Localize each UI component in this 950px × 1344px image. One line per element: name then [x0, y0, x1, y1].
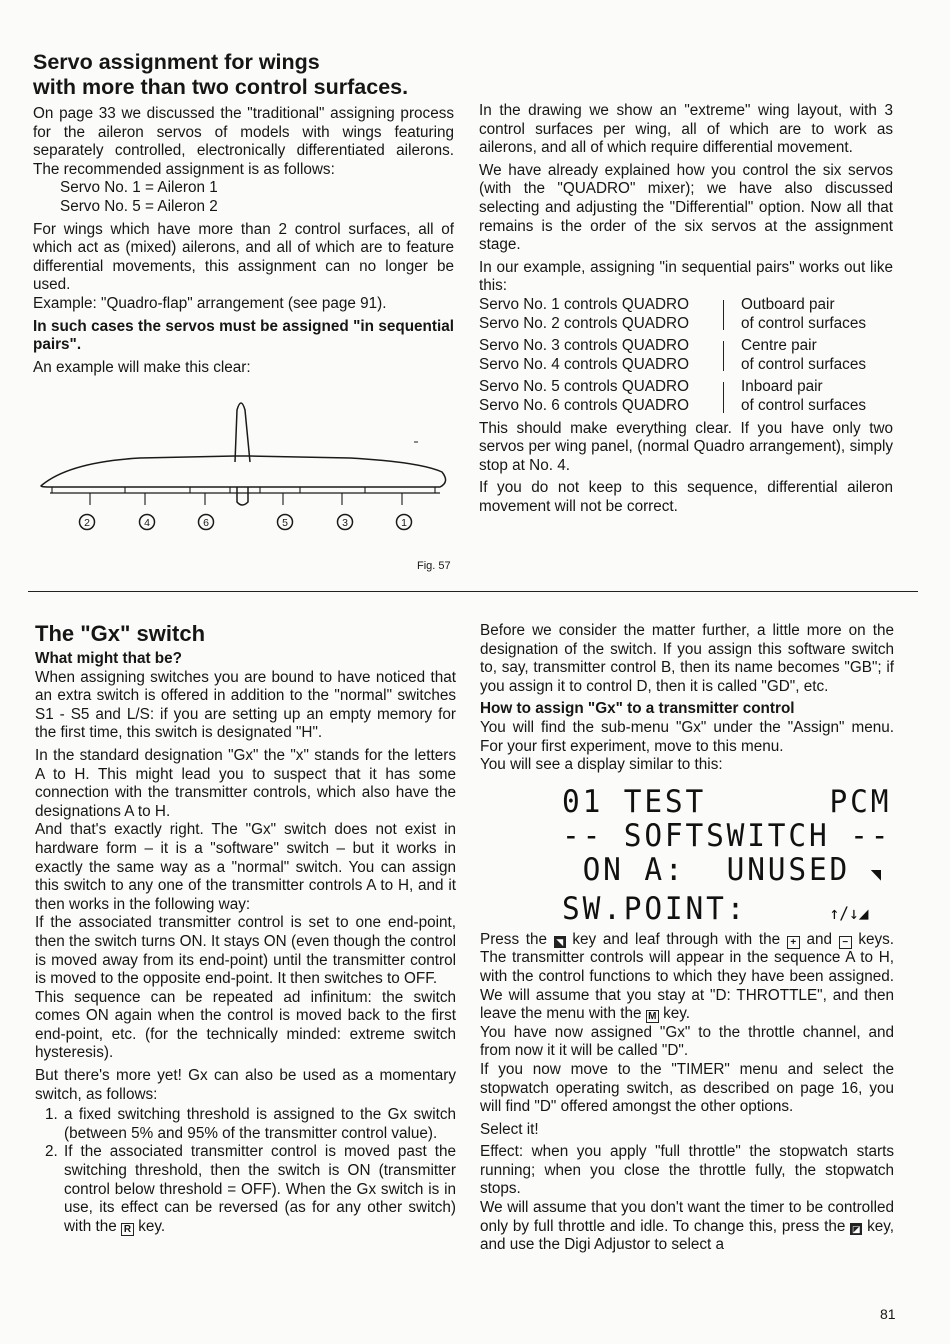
servo-group-line: Servo No. 1 controls QUADRO [479, 295, 689, 313]
plus-key-icon: + [787, 936, 800, 949]
lcd-line-3: ON A: UNUSED [562, 851, 871, 888]
section1-right-paragraph-1: In the drawing we show an "extreme" wing layout, with 3 control surfaces per wing, all of which are to work as ailerons, and all of which require differential movement. [479, 102, 893, 157]
figure-servo-label: 6 [203, 517, 209, 529]
lcd-display [562, 783, 894, 927]
brace [719, 337, 731, 374]
lcd-line-1: 01 TEST PCM [562, 783, 892, 820]
list-item: 2. If the associated transmitter control is moved past the switching threshold, then the switch is ON (transmitter control below threshold = OFF). When the Gx switch is in use, its effect can be reversed (as for any other switch) with the R key. [62, 1143, 456, 1236]
gx-right-paragraph-4: Press the ◥ key and leaf through with the + and − keys. The transmitter controls will appear in the sequence A to H, with the control functions to which they have been assigned. We will assume that you stay at "D: THROTTLE", and then leave the menu with the M key. [480, 930, 895, 1023]
section-divider [28, 591, 918, 592]
gx-right-paragraph-3: You will see a display similar to this: [480, 756, 723, 774]
gx-right-paragraph-1: Before we consider the matter further, a little more on the designation of the switch. If you assign this software switch to, say, transmitter control B, then its name becomes "GB"; if you assign it to control D, then it is called "GD", etc. [480, 622, 894, 695]
list-item: 1. a fixed switching threshold is assigned to the Gx switch (between 5% and 95% of the transmitter control value). [62, 1106, 456, 1143]
figure-servo-label: 5 [282, 517, 288, 529]
page-number: 81 [880, 1306, 896, 1322]
gx-paragraph-3: And that's exactly right. The "Gx" switch does not exist in hardware form – it is a "software" switch – but it works in exactly the same way as a "normal" switch. You can assign this switch to any one of the transmitter controls A to H, and it then works in the following way: [35, 821, 456, 913]
gx-paragraph-2: In the standard designation "Gx" the "x" stands for the letters A to H. This might lead you to suspect that it has some connection with the transmitter controls, which also have the designations A to H. [35, 746, 456, 820]
section1-title-line2: with more than two control surfaces. [33, 75, 409, 99]
gx-right-paragraph-6: If you now move to the "TIMER" menu and select the stopwatch operating switch, as described on page 16, you will find "D" offered amongst the other options. [480, 1060, 894, 1116]
figure-servo-label: 2 [84, 517, 90, 529]
section2-subtitle: What might that be? [35, 650, 183, 667]
section1-left-paragraph-4: An example will make this clear: [33, 358, 251, 376]
up-down-arrow-icon: ↑/↓◢ [829, 903, 869, 924]
gx-right-paragraph-2: You will find the sub-menu "Gx" under the "Assign" menu. For your first experiment, move to this menu. [480, 718, 894, 755]
section2-left-column [35, 621, 456, 1236]
gx-paragraph-1: When assigning switches you are bound to have noticed that an extra switch is offered in addition to the "normal" switches S1 - S5 and L/S: if you are setting up an empty memory for the first time, this switch is designated "H". [35, 668, 456, 742]
enter-key-icon: ◥ [554, 936, 566, 948]
gx-paragraph-4: If the associated transmitter control is set to one end-point, then the switch turns ON. It stays ON (even though the control is moved away from its end-point) until the transmitter control is moved to the opposite end-point. It then switches to OFF. [35, 914, 456, 988]
section1-right-paragraph-2: We have already explained how you control the six servos (with the "QUADRO" mixer); we have also discussed selecting and adjusting the "Differential" option. Now all that remains is the order of the six servos at the assignment stage. [479, 161, 893, 254]
wing-servo-figure [30, 390, 460, 540]
figure-servo-label: 3 [342, 517, 348, 529]
gx-right-paragraph-8: Effect: when you apply "full throttle" the stopwatch starts running; when you close the throttle fully, the stopwatch stops. [480, 1143, 894, 1198]
gx-right-paragraph-9: We will assume that you don't want the timer to be controlled only by full throttle and idle. To change this, press the ◪ key, and use the Digi Adjustor to select a [480, 1199, 895, 1254]
section1-left-paragraph-1: On page 33 we discussed the "traditional" assigning process for the aileron servos of models with wings featuring separately controlled, electronically differentiated ailerons. The recommended assignment is as follows: [33, 105, 454, 178]
gx-right-paragraph-7: Select it! [480, 1120, 539, 1138]
servo-group-desc: of control surfaces [741, 355, 866, 373]
servo-group-centre [479, 337, 893, 374]
gx-assign-subtitle: How to assign "Gx" to a transmitter control [480, 700, 795, 718]
gx-paragraph-6: But there's more yet! Gx can also be used as a momentary switch, as follows: [35, 1067, 456, 1103]
servo-group-line: Servo No. 2 controls QUADRO [479, 314, 689, 332]
section2-right-column [480, 622, 894, 1255]
lcd-line-4: SW.POINT: [562, 890, 830, 927]
section1-left-paragraph-3: Example: "Quadro-flap" arrangement (see page 91). [33, 294, 387, 312]
servo-5-assignment: Servo No. 5 = Aileron 2 [60, 197, 218, 215]
minus-key-icon: − [839, 936, 852, 949]
clear-key-icon: ◪ [851, 1223, 861, 1234]
servo-group-line: Servo No. 5 controls QUADRO [479, 378, 689, 396]
brace [719, 378, 731, 415]
servo-group-line: Servo No. 4 controls QUADRO [479, 355, 689, 373]
servo-group-desc: of control surfaces [741, 396, 866, 414]
servo-group-desc: of control surfaces [741, 314, 866, 332]
brace [719, 296, 731, 333]
servo-group-inboard [479, 378, 893, 415]
enter-arrow-icon: ◥ [870, 863, 884, 885]
section1-left-paragraph-2: For wings which have more than 2 control surfaces, all of which act as (mixed) ailerons, and all of which are to feature differential movements, this assignment can no longer be used. [33, 220, 454, 294]
servo-group-line: Servo No. 6 controls QUADRO [479, 396, 689, 414]
servo-group-desc: Centre pair [741, 337, 817, 355]
section1-right-paragraph-4: This should make everything clear. If you have only two servos per wing panel, (normal Quadro arrangement), simply stop at No. 4. [479, 419, 893, 474]
m-key-icon: M [646, 1010, 659, 1023]
section1-left-column [33, 50, 454, 377]
figure-servo-label: 1 [401, 517, 407, 529]
section1-title-line1: Servo assignment for wings [33, 50, 320, 74]
section1-left-bold-note: In such cases the servos must be assigned "in sequential pairs". [33, 317, 454, 354]
gx-paragraph-5: This sequence can be repeated ad infinitum: the switch comes ON again when the control is moved back to the first end-point, etc. (for the technically minded: extreme switch hysteresis). [35, 988, 456, 1062]
lcd-line-2: -- SOFTSWITCH -- [562, 817, 892, 854]
servo-group-outboard [479, 296, 893, 333]
section1-right-paragraph-5: If you do not keep to this sequence, differential aileron movement will not be correct. [479, 479, 893, 515]
section1-right-column [479, 102, 893, 516]
gx-right-paragraph-5: You have now assigned "Gx" to the throttle channel, and from now it it will be called "D". [480, 1023, 894, 1060]
momentary-switch-list [35, 1106, 456, 1236]
servo-group-desc: Outboard pair [741, 295, 835, 313]
section1-right-paragraph-3: In our example, assigning "in sequential pairs" works out like this: [479, 258, 893, 295]
section2-title: The "Gx" switch [35, 621, 206, 646]
figure-caption: Fig. 57 [417, 560, 451, 572]
figure-servo-label: 4 [144, 517, 150, 529]
servo-group-line: Servo No. 3 controls QUADRO [479, 337, 689, 355]
r-key-icon: R [121, 1223, 134, 1236]
servo-1-assignment: Servo No. 1 = Aileron 1 [60, 179, 218, 197]
servo-group-desc: Inboard pair [741, 378, 823, 396]
